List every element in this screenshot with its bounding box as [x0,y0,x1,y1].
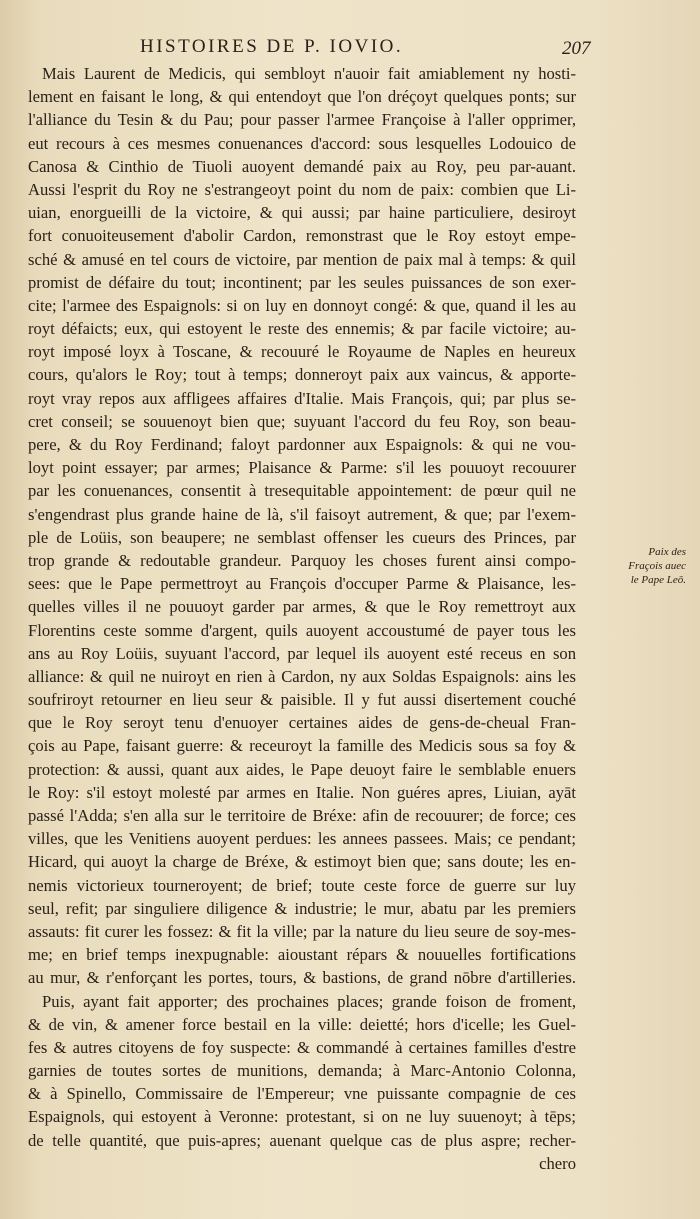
text-line: Mais Laurent de Medicis, qui sembloyt n'auoir fait amiablement ny hosti- [42,64,576,83]
marginal-note-line: le Pape Leō. [630,574,686,586]
text-line: Puis, ayant fait apporter; des prochaines places; grande foison de froment, [42,991,576,1011]
text-line: passé l'Adda; s'en alla sur le territoire de Bréxe: afin de recouurer; de force; ces [28,806,576,825]
page-number: 207 [562,38,591,59]
text-line: cours, qu'alors le Roy; tout à temps; donneroyt paix aux vaincus, & apporte- [28,365,576,385]
text-line: lement en faisant le long, & qui entendoyt que l'on dréçoyt quelques ponts; sur [28,87,576,107]
text-line: pere, & du Roy Ferdinand; faloyt pardonner aux Espaignols: & qui ne vou- [28,435,576,454]
text-line: promist de défaire du tout; incontinent; par les seules puissances de son exer- [28,272,576,292]
marginal-note-line: Paix des [648,546,686,558]
text-line: villes, que les Venitiens auoyent perdues: les annees passees. Mais; ce pendant; [28,829,576,849]
text-line: Florentins ceste somme d'argent, quils auoyent accoustumé de payer tous les [28,620,576,640]
text-line: que le Roy seroyt tenu d'enuoyer certaines aides de gens-de-cheual Fran- [28,713,576,733]
text-line: par les conuenances, consentit à tresequitable appointement: de pœur quil ne [28,481,576,501]
text-line: fes & autres citoyens de foy suspecte: & commandé à certaines familles d'estre [28,1037,576,1057]
text-line: Espaignols, qui estoyent à Veronne: protestant, si on ne luy suuenoyt; à tēps; [28,1107,576,1127]
text-line: le Roy: s'il estoyt molesté par armes en Italie. Non guéres apres, Liuian, ayāt [28,782,576,802]
text-line: de telle quantité, que puis-apres; auenant quelque cas de plus aspre; recher- [28,1130,576,1150]
text-line: chero [539,1153,576,1173]
running-head: HISTOIRES DE P. IOVIO. [140,36,404,57]
text-line: uian, enorgueilli de la victoire, & qui aussi; par haine particuliere, desiroyt [28,203,576,223]
marginal-note [586,545,686,587]
text-line: Canosa & Cinthio de Tiuoli auoyent demandé paix au Roy, peu par-auant. [28,156,576,176]
text-line: ple de Loüis, son beaupere; ne semblast offenser les cueurs des Princes, par [28,527,576,547]
text-line: assauts: fit curer les fossez: & fit la ville; par la nature du lieu seure de soy-mes- [28,921,576,941]
text-line: royt défaicts; eux, qui estoyent le reste des ennemis; & par facile victoire; au- [28,319,576,339]
text-line: cite; l'armee des Espaignols: si on luy en donnoyt congé: & que, quand il les au [28,295,576,315]
text-line: çois au Pape, faisant guerre: & receuroyt la famille des Medicis sous sa foy & [28,736,576,756]
text-line: quelles villes il ne pouuoyt garder par armes, & que le Roy remettroyt aux [28,597,576,617]
text-line: Hicard, qui auoyt la charge de Bréxe, & estimoyt bien que; sans doute; les en- [28,852,576,872]
text-line: protection: & aussi, quant aux aides, le Pape deuoyt faire le semblable enuers [28,759,576,779]
text-line: cret conseil; se souuenoyt bien que; suyuant l'accord du feu Roy, son beau- [28,411,576,431]
text-line: fort conuoiteusement d'abolir Cardon, remonstrast que le Roy estoyt empe- [28,226,576,246]
text-line: sché & amusé en tel cours de victoire, par mention de paix mal à temps: & quil [28,249,576,269]
text-line: s'engendrast plus grande haine de là, s'il faisoyt autrement, & que; par l'exem- [28,504,576,524]
marginal-note-line: Fraçois auec [628,560,686,572]
text-line: royt imposé loyx à Toscane, & recouuré le Royaume de Naples en heureux [28,342,576,362]
text-line: garnies de toutes sortes de munitions, demanda; à Marc-Antonio Colonna, [28,1061,576,1081]
text-line: & à Spinello, Commissaire de l'Empereur; vne puissante compagnie de ces [28,1084,576,1104]
text-line: loyt point essayer; par armes; Plaisance & Parme: s'il les pouuoyt recouurer [28,458,576,478]
text-line: Aussi l'esprit du Roy ne s'estrangeoyt point du nom de paix: combien que Li- [28,179,576,199]
text-line: sees: que le Pape permettroyt au François d'occuper Parme & Plaisance, les- [28,574,576,594]
text-line: au mur, & r'enforçant les portes, tours, & bastions, de grand nōbre d'artilleries. [28,968,576,988]
text-line: me; en brief temps inexpugnable: aioustant répars & nouuelles fortifications [28,945,576,965]
text-line: eut recours à ces mesmes conuenances d'accord: sous lesquelles Lodouico de [28,133,576,153]
body-text [28,62,576,1175]
text-line: alliance: & quil ne nuiroyt en rien à Cardon, ny aux Soldas Espaignols: ains les [28,666,576,686]
text-line: royt vray repos aux affligees affaires d'Italie. Mais François, qui; par plus se- [28,388,576,408]
text-line: soufriroyt retourner en lieu seur & paisible. Il y fut aussi disertement couché [28,690,576,710]
text-line: nemis victorieux tourneroyent; de brief; toute ceste force de guerre sur luy [28,875,576,895]
text-line: trop grande & redoutable grandeur. Parquoy les choses furent ainsi compo- [28,550,576,570]
text-line: ans au Roy Loüis, suyuant l'accord, par lequel ils auoyent esté receus en son [28,643,576,663]
text-line: & de vin, & amener force bestail en la ville: deietté; hors d'icelle; les Guel- [28,1014,576,1034]
text-line: seul, refit; par singuliere diligence & industrie; le mur, abatu par les premiers [28,898,576,918]
text-line: l'alliance du Tesin & du Pau; pour passer l'armee Françoise à l'aller opprimer, [28,110,576,130]
